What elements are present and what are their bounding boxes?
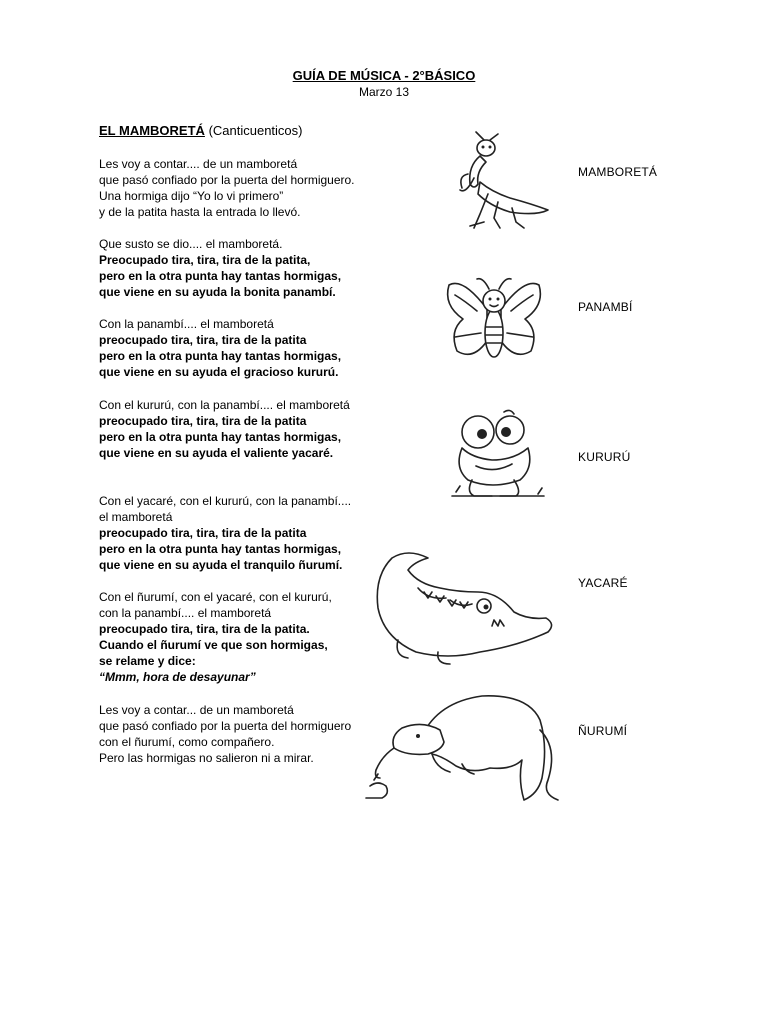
lyric-line: Cuando el ñurumí ve que son hormigas, (99, 638, 328, 652)
lyric-line: que pasó confiado por la puerta del hormiguero. (99, 173, 355, 187)
lyric-line: preocupado tira, tira, tira de la patita (99, 526, 307, 540)
lyric-line: preocupado tira, tira, tira de la patita. (99, 622, 310, 636)
stanza-4 (99, 397, 350, 461)
lyric-line: que viene en su ayuda el valiente yacaré. (99, 446, 334, 460)
lyric-line: con la panambí.... el mamboretá (99, 606, 272, 620)
animal-label-mamboreta: MAMBORETÁ (578, 165, 658, 179)
lyric-line: que viene en su ayuda la bonita panambí. (99, 285, 336, 299)
lyric-line: Les voy a contar... de un mamboretá (99, 703, 294, 717)
lyric-line: preocupado tira, tira, tira de la patita (99, 414, 307, 428)
stanza-2 (99, 236, 341, 300)
song-heading (99, 123, 303, 138)
stanza-6 (99, 589, 332, 685)
frog-icon (448, 408, 548, 506)
lyric-line: que viene en su ayuda el gracioso kururú. (99, 365, 339, 379)
lyric-line: pero en la otra punta hay tantas hormigas, (99, 349, 342, 363)
lyric-line: Pero las hormigas no salieron ni a mirar. (99, 751, 314, 765)
lyric-line: Les voy a contar.... de un mamboretá (99, 157, 298, 171)
stanza-7 (99, 702, 351, 766)
page-date: Marzo 13 (358, 85, 410, 99)
animal-label-nurumi: ÑURUMÍ (578, 724, 628, 738)
lyric-line: Con el yacaré, con el kururú, con la panambí.... (99, 494, 352, 508)
lyric-line: Con la panambí.... el mamboretá (99, 317, 274, 331)
lyric-line: que pasó confiado por la puerta del hormiguero (99, 719, 352, 733)
stanza-1 (99, 156, 355, 220)
anteater-icon (362, 690, 562, 805)
animal-label-panambi: PANAMBÍ (578, 300, 633, 314)
crocodile-icon (368, 548, 558, 668)
lyric-line: Con el kururú, con la panambí.... el mamboretá (99, 398, 350, 412)
lyric-line: con el ñurumí, como compañero. (99, 735, 275, 749)
page-title: GUÍA DE MÚSICA - 2°BÁSICO (292, 68, 476, 83)
lyric-line: pero en la otra punta hay tantas hormigas, (99, 542, 342, 556)
lyric-line: preocupado tira, tira, tira de la patita (99, 333, 307, 347)
stanza-3 (99, 316, 341, 380)
lyric-line: pero en la otra punta hay tantas hormigas, (99, 269, 342, 283)
lyric-line: pero en la otra punta hay tantas hormigas, (99, 430, 342, 444)
stanza-5 (99, 493, 351, 573)
animal-label-kururu: KURURÚ (578, 450, 631, 464)
lyric-line: “Mmm, hora de desayunar” (99, 670, 256, 684)
lyric-line: y de la patita hasta la entrada lo llevó. (99, 205, 301, 219)
lyric-line: Con el ñurumí, con el yacaré, con el kururú, (99, 590, 332, 604)
lyric-line: se relame y dice: (99, 654, 196, 668)
lyric-line: Preocupado tira, tira, tira de la patita, (99, 253, 311, 267)
praying-mantis-icon (440, 132, 555, 234)
animal-label-yacare: YACARÉ (578, 576, 628, 590)
lyric-line: Que susto se dio.... el mamboretá. (99, 237, 283, 251)
lyric-line: el mamboretá (99, 510, 173, 524)
song-name: EL MAMBORETÁ (99, 123, 205, 138)
lyric-line: que viene en su ayuda el tranquilo ñurumí. (99, 558, 343, 572)
lyric-line: Una hormiga dijo “Yo lo vi primero” (99, 189, 284, 203)
song-author: (Canticuenticos) (208, 123, 303, 138)
butterfly-icon (443, 275, 548, 370)
